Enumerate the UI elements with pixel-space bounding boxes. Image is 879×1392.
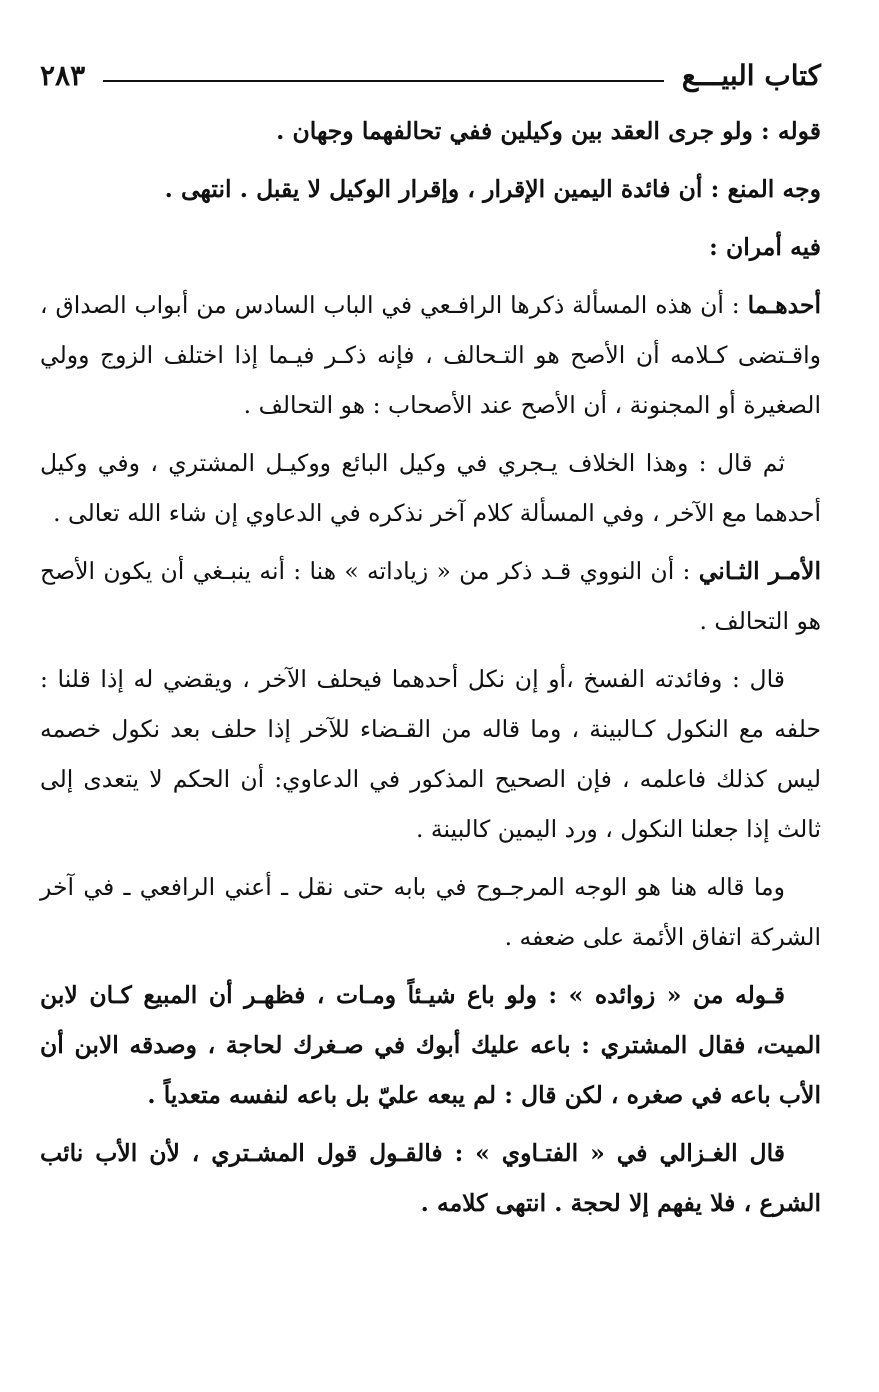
paragraph-said-benefit	[40, 654, 821, 854]
page-number: ٢٨٣	[40, 58, 86, 92]
paragraph-text: وما قاله هنا هو الوجه المرجـوح في بابه حتى نقل ـ أعني الرافعي ـ في آخر الشركة اتفاق الأئمة على ضعفه .	[40, 873, 821, 951]
paragraph-second-matter	[40, 546, 821, 646]
paragraph-ghazali	[40, 1128, 821, 1228]
paragraph-two-matters	[40, 222, 821, 272]
paragraph-text: : أن النووي قـد ذكر من « زياداته » هنا : أنه ينبـغي أن يكون الأصح هو التحالف .	[40, 557, 821, 635]
paragraph-text: : أن هذه المسألة ذكرها الرافـعي في الباب السادس من أبواب الصداق ، واقـتضى كـلامه أن الأصح هو التـحالف ، فإنه ذكـر فيـما إذا اختلف الزوج وولي الصغيرة أو المجنونة ، أن الأصح عند الأصحاب : هو التحالف .	[40, 291, 821, 419]
paragraph-text: قـوله من « زوائده » : ولو باع شيـئاً ومـات ، فظهـر أن المبيع كـان لابن الميت، فقال المشتري : باعه عليك أبوك في صـغرك لحاجة ، وصدقه الابن أن الأب باعه في صغره ، لكن قال : لم يبعه عليّ بل باعه لنفسه متعدياً .	[40, 981, 821, 1109]
running-title: كتاب البيـــع	[681, 58, 821, 92]
paragraph-lead: الأمـر الثـاني	[698, 557, 821, 585]
paragraph-text: قوله : ولو جرى العقد بين وكيلين ففي تحالفهما وجهان .	[276, 117, 821, 145]
paragraph-statement-2	[40, 970, 821, 1120]
paragraph-text: قال الغـزالي في « الفتـاوي » : فالقـول قول المشـتري ، لأن الأب نائب الشرع ، فلا يفهم إلا لحجة . انتهى كلامه .	[40, 1139, 821, 1217]
paragraph-prevention-reason	[40, 164, 821, 214]
book-page	[40, 50, 821, 1352]
paragraph-text: فيه أمران :	[709, 233, 821, 261]
paragraph-then-said	[40, 438, 821, 538]
header-rule	[103, 80, 664, 82]
page-header	[40, 50, 821, 100]
paragraph-text: قال : وفائدته الفسخ ،أو إن نكل أحدهما فيحلف الآخر ، ويقضي له إذا قلنا : حلفه مع النكول كـالبينة ، وما قاله من القـضاء للآخر إذا حلف بعد نكول خصمه ليس كذلك فاعلمه ، فإن الصحيح المذكور في الدعاوي: أن الحكم لا يتعدى إلى ثالث إذا جعلنا النكول ، ورد اليمين كالبينة .	[40, 665, 821, 843]
paragraph-weak-view	[40, 862, 821, 962]
paragraph-lead: أحدهـما	[747, 291, 821, 319]
paragraph-text: ثم قال : وهذا الخلاف يـجري في وكيل البائع ووكيـل المشتري ، وفي وكيل أحدهما مع الآخر ، وفي المسألة كلام آخر نذكره في الدعاوي إن شاء الله تعالى .	[40, 449, 821, 527]
paragraph-text: وجه المنع : أن فائدة اليمين الإقرار ، وإقرار الوكيل لا يقبل . انتهى .	[164, 175, 821, 203]
paragraph-statement-1	[40, 106, 821, 156]
paragraph-first-matter	[40, 280, 821, 430]
